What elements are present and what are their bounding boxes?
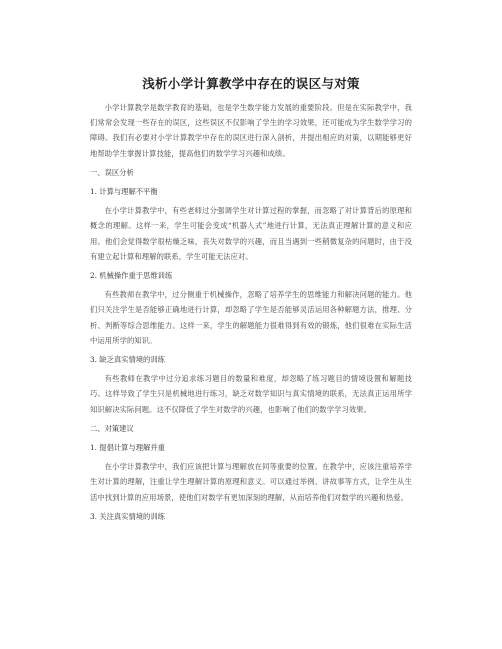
intro-paragraph: 小学计算教学是数学教育的基础，也是学生数学能力发展的重要阶段。但是在实际教学中，我们常常会发现一些存在的误区，这些误区不仅影响了学生的学习效果，还可能成为学生数学学习的障碍。我们有必要对小学计算教学中存在的误区进行深入剖析，并提出相应的对策，以期能够更好地帮助学生掌握计算技能，提高他们的数学学习兴趣和成绩。 bbox=[90, 103, 412, 158]
subheading-real-context-training: 3. 关注真实情境的训练 bbox=[90, 511, 165, 521]
document-title: 浅析小学计算教学中存在的误区与对策 bbox=[142, 76, 360, 91]
subheading-balance: 1. 计算与理解不平衡 bbox=[90, 187, 158, 197]
subheading-real-context: 3. 缺乏真实情境的训练 bbox=[90, 355, 165, 365]
document-body bbox=[90, 100, 412, 528]
section-heading-suggestions: 二、对策建议 bbox=[90, 423, 134, 433]
paragraph-real-context: 有些教师在教学中过分追求练习题目的数量和难度，却忽略了练习题目的情境设置和解题技巧。这样导致了学生只是机械地进行练习，缺乏对数学知识与真实情境的联系，无法真正运用所学知识解决实际问题。这不仅降低了学生对数学的兴趣，也影响了他们的数学学习效果。 bbox=[90, 374, 412, 414]
paragraph-balance: 在小学计算教学中，有些老师过分强调学生对计算过程的掌握，而忽略了对计算背后的原理和概念的理解。这样一来，学生可能会变成“机器人式”地进行计算，无法真正理解计算的意义和应用。他们会觉得数学很枯燥乏味，丧失对数学的兴趣，而且当遇到一些稍微复杂的问题时，由于没有建立起计算和理解的联系，学生可能无法应对。 bbox=[90, 206, 412, 261]
section-heading-analysis: 一、误区分析 bbox=[90, 167, 134, 177]
subheading-compute-understand: 1. 提倡计算与理解并重 bbox=[90, 443, 165, 453]
subheading-mechanical: 2. 机械操作重于思维训练 bbox=[90, 271, 173, 281]
paragraph-compute-understand: 在小学计算教学中，我们应该把计算与理解放在同等重要的位置。在教学中，应该注重培养学生对计算的理解，注重让学生理解计算的原理和意义。可以通过举例、讲故事等方式，让学生从生活中找到计算的应用场景，使他们对数学有更加深刻的理解，从而培养他们对数学的兴趣和热爱。 bbox=[90, 462, 412, 502]
paragraph-mechanical: 有些教师在教学中，过分侧重于机械操作，忽略了培养学生的思维能力和解决问题的能力。他们只关注学生是否能够正确地进行计算，却忽略了学生是否能够灵活运用各种解题方法，推理、分析、判断等综合思维能力。这样一来，学生的解题能力很难得到有效的锻炼，他们很难在实际生活中运用所学的知识。 bbox=[90, 290, 412, 345]
